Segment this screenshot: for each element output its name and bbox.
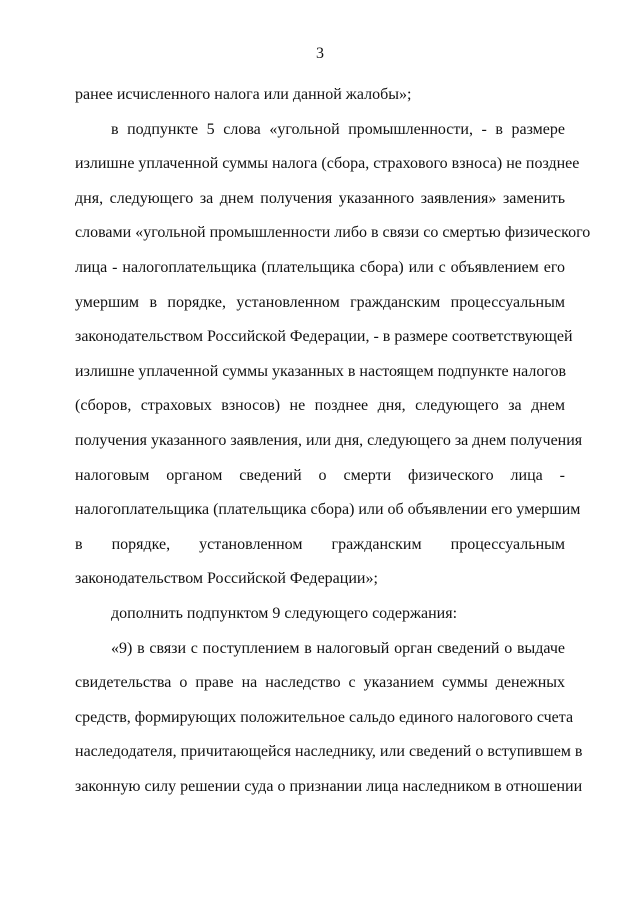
text-line: словами «угольной промышленности либо в связи со смертью физического (75, 224, 591, 242)
text-line: «9) в связи с поступлением в налоговый орган сведений о выдаче (111, 639, 565, 657)
text-line: наследодателя, причитающейся наследнику, или сведений о вступившем в (75, 743, 583, 761)
text-line: (сборов, страховых взносов) не позднее дня, следующего за днем (75, 397, 565, 415)
text-line: средств, формирующих положительное сальдо единого налогового счета (75, 708, 574, 726)
page-number: 3 (316, 45, 324, 62)
text-line: налоговым органом сведений о смерти физического лица - (75, 466, 565, 484)
text-line: дополнить подпунктом 9 следующего содержания: (111, 605, 458, 622)
text-line: ранее исчисленного налога или данной жалобы»; (75, 86, 412, 103)
text-line: получения указанного заявления, или дня, следующего за днем получения (75, 432, 583, 449)
text-line: законную силу решении суда о признании лица наследником в отношении (75, 778, 583, 795)
text-line: законодательством Российской Федерации»; (75, 570, 378, 588)
text-line: излишне уплаченной суммы указанных в настоящем подпункте налогов (75, 362, 567, 380)
text-line: лица - налогоплательщика (плательщика сбора) или с объявлением его (75, 259, 565, 276)
text-line: свидетельства о праве на наследство с указанием суммы денежных (75, 674, 565, 692)
text-line: в подпункте 5 слова «угольной промышленности, - в размере (111, 120, 565, 138)
text-line: в порядке, установленном гражданским процессуальным (75, 535, 565, 553)
text-line: излишне уплаченной суммы налога (сбора, страхового взноса) не позднее (75, 155, 580, 173)
text-line: законодательством Российской Федерации, - в размере соответствующей (75, 328, 573, 346)
text-line: дня, следующего за днем получения указанного заявления» заменить (75, 189, 565, 207)
text-line: налогоплательщика (плательщика сбора) или об объявлении его умершим (75, 501, 581, 519)
text-line: умершим в порядке, установленном гражданским процессуальным (75, 293, 565, 311)
